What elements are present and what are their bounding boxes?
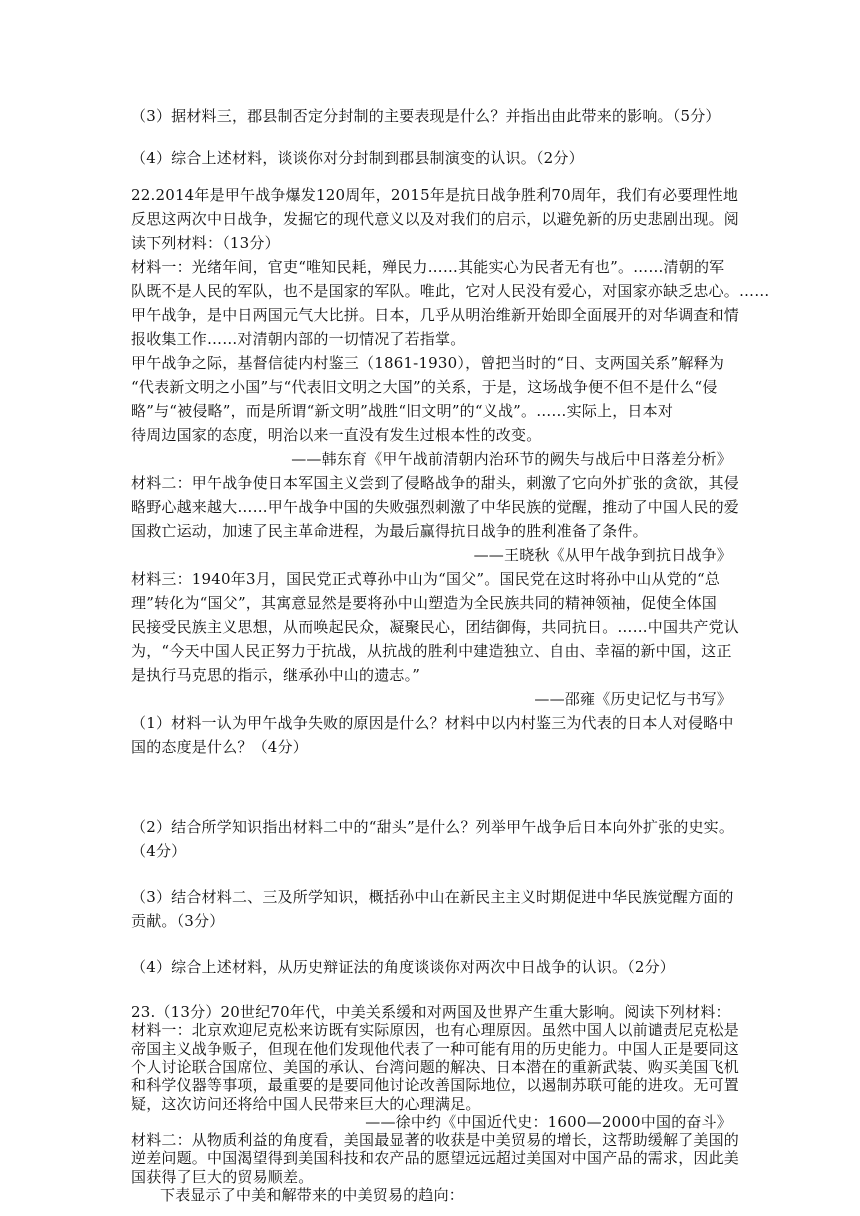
q22-material3-line: 理”转化为“国父”，其寓意显然是要将孙中山塑造为全民族共同的精神领袖，促使全体国 xyxy=(131,594,718,612)
q23-material1-line: 材料一：北京欢迎尼克松来访既有实际原因，也有心理原因。虽然中国人以前谴责尼克松是 xyxy=(131,1021,740,1039)
q22-material1-line: 略”与“被侵略”，而是所谓“新文明”战胜“旧文明”的“义战”。……实际上，日本对 xyxy=(131,402,674,420)
q22-question-3-line: 贡献。（3分） xyxy=(131,912,225,930)
q22-question-1-line: （1）材料一认为甲午战争失败的原因是什么？材料中以内村鉴三为代表的日本人对侵略中 xyxy=(131,714,734,732)
q23-material1-source: ——徐中约《中国近代史：1600—2000中国的奋斗》 xyxy=(365,1113,732,1131)
q23-material1-line: 个人讨论联合国席位、美国的承认、台湾问题的解决、日本潜在的重新武装、购买美国飞机 xyxy=(131,1058,740,1076)
q22-intro-line: 读下列材料：（13分） xyxy=(131,234,280,252)
q23-material1-line: 帝国主义战争贩子，但现在他们发现他代表了一种可能有用的历史能力。中国人正是要同这 xyxy=(131,1040,740,1058)
q22-question-2-line: （4分） xyxy=(131,842,187,860)
q23-material2-line: 国获得了巨大的贸易顺差。 xyxy=(131,1168,314,1186)
q23-table-intro: 下表显示了中美和解带来的中美贸易的趋向： xyxy=(160,1186,465,1204)
q21-question-3: （3）据材料三，郡县制否定分封制的主要表现是什么？并指出由此带来的影响。（5分） xyxy=(131,107,721,125)
q22-material1-line: 队既不是人民的军队，也不是国家的军队。唯此，它对人民没有爱心，对国家亦缺乏忠心。…… xyxy=(131,282,770,300)
q22-material1-line: 甲午战争之际，基督信徒内村鉴三（1861-1930），曾把当时的“日、支两国关系”解释为 xyxy=(131,354,725,372)
q22-intro-line: 22.2014年是甲午战争爆发120周年，2015年是抗日战争胜利70周年，我们有必要理性地 xyxy=(131,186,739,204)
q22-material1-line: “代表新文明之小国”与“代表旧文明之大国”的关系，于是，这场战争便不但不是什么“侵 xyxy=(131,378,718,396)
q22-material1-line: 材料一：光绪年间，官吏“唯知民耗，殚民力……其能实心为民者无有也”。……清朝的军 xyxy=(131,258,725,276)
q23-intro: 23.（13分）20世纪70年代，中美关系缓和对两国及世界产生重大影响。阅读下列材料： xyxy=(131,1003,731,1021)
q23-material2-line: 材料二：从物质利益的角度看，美国最显著的收获是中美贸易的增长，这帮助缓解了美国的 xyxy=(131,1131,740,1149)
q22-material2-line: 材料二：甲午战争使日本军国主义尝到了侵略战争的甜头，刺激了它向外扩张的贪欲，其侵 xyxy=(131,474,740,492)
q22-material2-line: 国救亡运动，加速了民主革命进程，为最后赢得抗日战争的胜利准备了条件。 xyxy=(131,522,648,540)
q23-material2-line: 逆差问题。中国渴望得到美国科技和农产品的愿望远远超过美国对中国产品的需求，因此美 xyxy=(131,1149,740,1167)
q22-material2-source: ——王晓秋《从甲午战争到抗日战争》 xyxy=(473,546,732,564)
q22-question-3-line: （3）结合材料二、三及所学知识，概括孙中山在新民主主义时期促进中华民族觉醒方面的 xyxy=(131,888,734,906)
q22-material3-line: 是执行马克思的指示，继承孙中山的遗志。” xyxy=(131,666,421,684)
q22-material1-line: 待周边国家的态度，明治以来一直没有发生过根本性的改变。 xyxy=(131,426,542,444)
q22-question-2-line: （2）结合所学知识指出材料二中的“甜头”是什么？列举甲午战争后日本向外扩张的史实。 xyxy=(131,818,735,836)
q22-material2-line: 略野心越来越大……甲午战争中国的失败强烈刺激了中华民族的觉醒，推动了中国人民的爱 xyxy=(131,498,740,516)
q21-question-4: （4）综合上述材料，谈谈你对分封制到郡县制演变的认识。（2分） xyxy=(131,149,584,167)
q23-material1-line: 疑，这次访问还将给中国人民带来巨大的心理满足。 xyxy=(131,1095,481,1113)
q22-question-1-line: 国的态度是什么？（4分） xyxy=(131,738,308,756)
q22-material1-source: ——韩东育《甲午战前清朝内治环节的阙失与战后中日落差分析》 xyxy=(291,450,732,468)
q22-question-4: （4）综合上述材料，从历史辩证法的角度谈谈你对两次中日战争的认识。（2分） xyxy=(131,958,675,976)
q23-material1-line: 和科学仪器等事项，最重要的是要同他讨论改善国际地位，以遏制苏联可能的进攻。无可置 xyxy=(131,1076,740,1094)
q22-material1-line: 报收集工作……对清朝内部的一切情况了若指掌。 xyxy=(131,330,466,348)
q22-material3-line: 民接受民族主义思想，从而唤起民众，凝聚民心，团结御侮，共同抗日。……中国共产党认 xyxy=(131,618,740,636)
q22-material3-source: ——邵雍《历史记忆与书写》 xyxy=(534,690,732,708)
q22-material3-line: 为，“今天中国人民正努力于抗战，从抗战的胜利中建造独立、自由、幸福的新中国，这正 xyxy=(131,642,732,660)
q22-material1-line: 甲午战争，是中日两国元气大比拼。日本，几乎从明治维新开始即全面展开的对华调查和情 xyxy=(131,306,740,324)
q22-intro-line: 反思这两次中日战争，发掘它的现代意义以及对我们的启示，以避免新的历史悲剧出现。阅 xyxy=(131,210,740,228)
q22-material3-line: 材料三：1940年3月，国民党正式尊孙中山为“国父”。国民党在这时将孙中山从党的“总 xyxy=(131,570,721,588)
